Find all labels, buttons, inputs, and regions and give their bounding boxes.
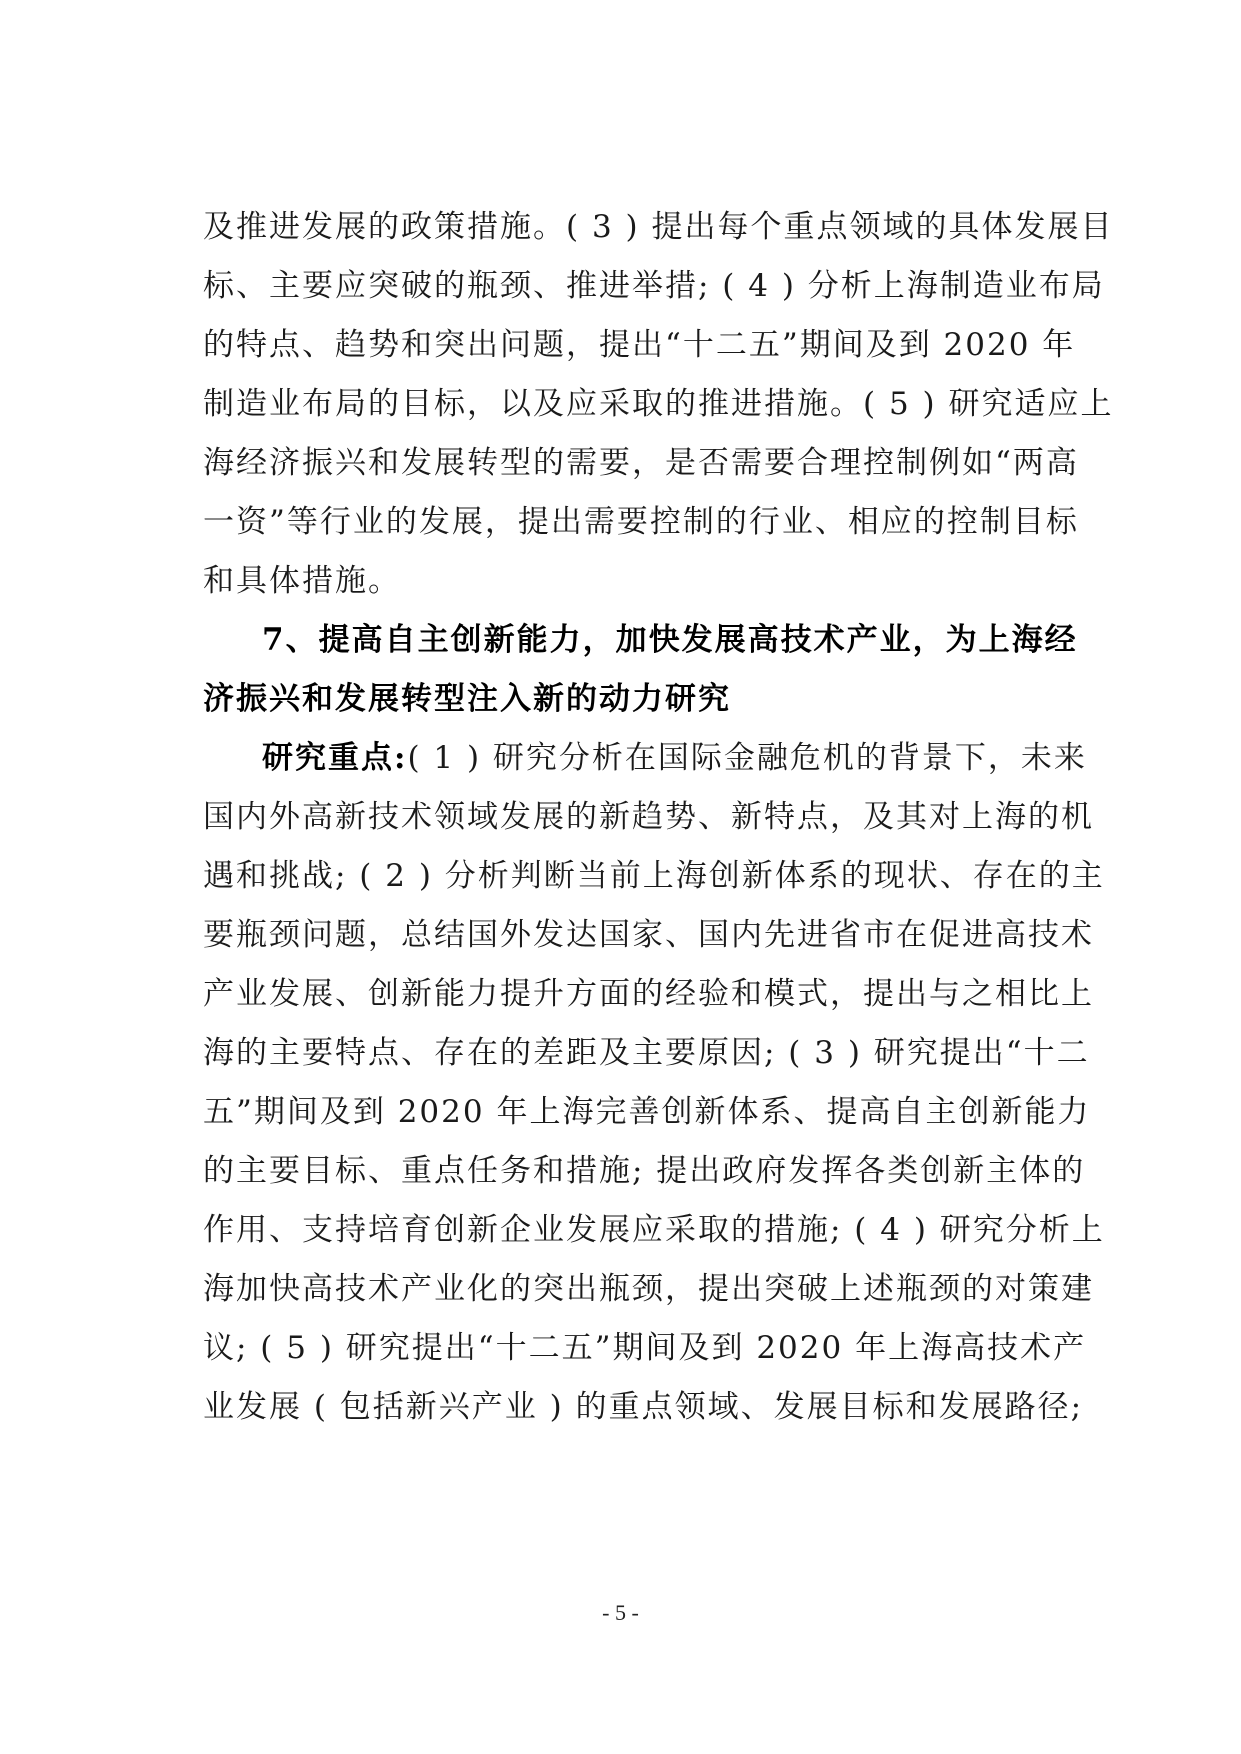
text-line: 的主要目标、重点任务和措施; 提出政府发挥各类创新主体的 (203, 1153, 1086, 1189)
research-focus-label: 研究重点: (262, 740, 408, 776)
text-line: 制造业布局的目标，以及应采取的推进措施。( 5 ) 研究适应上 (203, 386, 1114, 422)
text-line: 作用、支持培育创新企业发展应采取的措施; ( 4 ) 研究分析上 (203, 1212, 1105, 1248)
text-line: 和具体措施。 (203, 563, 401, 599)
text-line (262, 738, 1087, 778)
text-line: 业发展 ( 包括新兴产业 ) 的重点领域、发展目标和发展路径; (203, 1389, 1084, 1425)
text-line: 及推进发展的政策措施。( 3 ) 提出每个重点领域的具体发展目 (203, 209, 1114, 245)
heading-line: 济振兴和发展转型注入新的动力研究 (203, 681, 731, 717)
text-line: 五”期间及到 2020 年上海完善创新体系、提高自主创新能力 (203, 1094, 1091, 1130)
text-line: 海的主要特点、存在的差距及主要原因; ( 3 ) 研究提出“十二 (203, 1035, 1090, 1071)
heading-line: 7、提高自主创新能力，加快发展高技术产业，为上海经 (262, 622, 1078, 658)
text-line: 海加快高技术产业化的突出瓶颈，提出突破上述瓶颈的对策建 (203, 1271, 1094, 1307)
text-line: 的特点、趋势和突出问题，提出“十二五”期间及到 2020 年 (203, 327, 1076, 363)
text-line: 议; ( 5 ) 研究提出“十二五”期间及到 2020 年上海高技术产 (203, 1330, 1087, 1366)
page-number: - 5 - (602, 1600, 639, 1625)
text-line: 产业发展、创新能力提升方面的经验和模式，提出与之相比上 (203, 976, 1094, 1012)
text-line: 遇和挑战; ( 2 ) 分析判断当前上海创新体系的现状、存在的主 (203, 858, 1105, 894)
text-line: 海经济振兴和发展转型的需要，是否需要合理控制例如“两高 (203, 445, 1079, 481)
text-line: 标、主要应突破的瓶颈、推进举措; ( 4 ) 分析上海制造业布局 (203, 268, 1105, 304)
text-line: 一资”等行业的发展，提出需要控制的行业、相应的控制目标 (203, 504, 1079, 540)
text-line: 国内外高新技术领域发展的新趋势、新特点，及其对上海的机 (203, 799, 1094, 835)
text-line: 要瓶颈问题，总结国外发达国家、国内先进省市在促进高技术 (203, 917, 1094, 953)
text-span: ( 1 ) 研究分析在国际金融危机的背景下，未来 (407, 740, 1087, 776)
